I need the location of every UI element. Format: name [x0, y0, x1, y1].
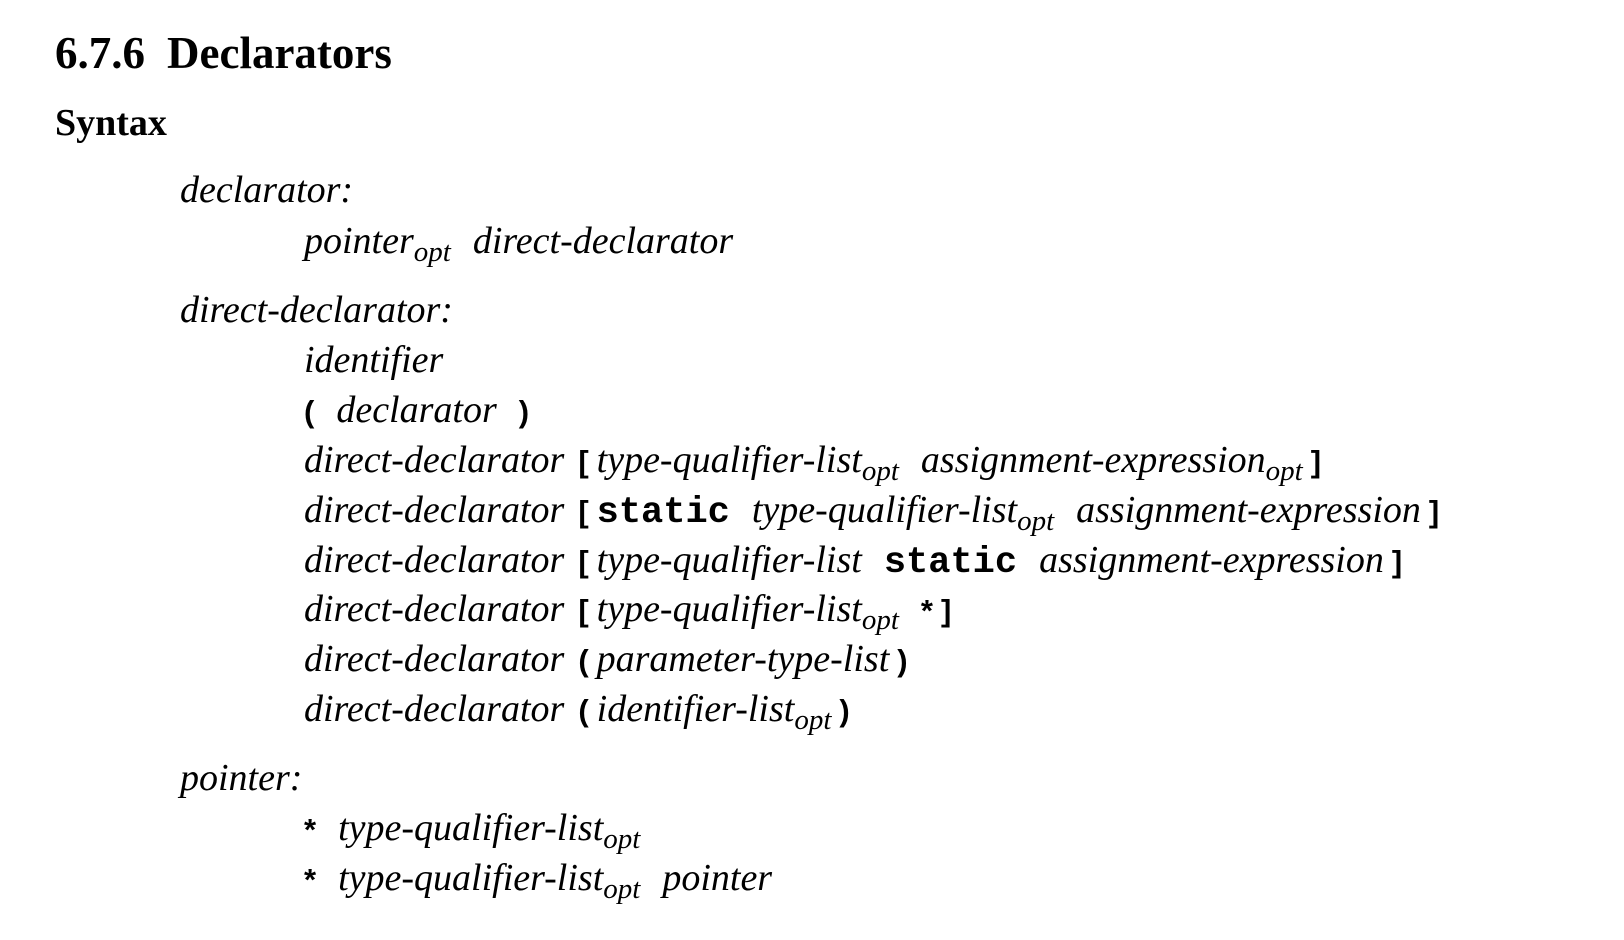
- opt-subscript: opt: [861, 455, 899, 487]
- term-pointer: pointer: [304, 220, 414, 262]
- rbracket: ]: [940, 593, 952, 628]
- rule-direct-declarator-5: [304, 537, 1402, 586]
- rule-pointer-2: [304, 855, 772, 903]
- lparen: (: [578, 643, 589, 678]
- lbracket: [: [578, 494, 589, 529]
- rule-direct-declarator-3: [304, 437, 1321, 485]
- lbracket: [: [578, 593, 589, 628]
- term-assignment-expression: assignment-expression: [1076, 489, 1421, 531]
- term-identifier: identifier: [304, 339, 444, 381]
- rule-declarator-1: [304, 218, 734, 268]
- opt-subscript: opt: [1265, 455, 1303, 487]
- lbracket: [: [578, 544, 589, 579]
- rparen: ): [518, 394, 530, 429]
- term-type-qualifier-list: type-qualifier-list: [338, 857, 604, 899]
- rparen: ): [897, 643, 908, 678]
- term-parameter-type-list: parameter-type-list: [596, 638, 890, 680]
- rbracket: ]: [1391, 544, 1403, 579]
- term-direct-declarator: direct-declarator: [304, 489, 565, 531]
- rule-direct-declarator-6: [304, 586, 951, 634]
- rbracket: ]: [1428, 494, 1440, 529]
- nonterminal-declarator: declarator:: [180, 169, 354, 211]
- term-direct-declarator: direct-declarator: [304, 588, 565, 630]
- section-number: 6.7.6: [55, 28, 145, 78]
- lparen: (: [304, 394, 315, 429]
- lbracket: [: [578, 444, 589, 479]
- syntax-subheading: Syntax: [55, 102, 167, 144]
- opt-subscript: opt: [861, 604, 899, 636]
- section-title: Declarators: [167, 28, 392, 78]
- opt-subscript: opt: [603, 823, 641, 855]
- rule-direct-declarator-7: [304, 636, 908, 684]
- term-identifier-list: identifier-list: [596, 688, 795, 730]
- opt-subscript: opt: [603, 873, 641, 905]
- nonterminal-direct-declarator: direct-declarator:: [180, 289, 453, 331]
- rule-direct-declarator-2: [304, 387, 529, 435]
- rparen: ): [839, 693, 850, 728]
- star: *: [920, 593, 933, 628]
- term-declarator: declarator: [336, 389, 497, 431]
- keyword-static: static: [883, 542, 1018, 584]
- term-direct-declarator: direct-declarator: [304, 439, 565, 481]
- rule-pointer-1: [304, 805, 640, 853]
- term-assignment-expression: assignment-expression: [1039, 539, 1384, 581]
- opt-subscript: opt: [794, 704, 832, 736]
- term-type-qualifier-list: type-qualifier-list: [596, 588, 862, 630]
- rule-direct-declarator-8: [304, 686, 850, 734]
- star: *: [304, 812, 317, 847]
- keyword-static: static: [596, 492, 730, 534]
- rule-direct-declarator-1: [304, 337, 443, 383]
- opt-subscript: opt: [1017, 505, 1055, 537]
- term-pointer: pointer: [662, 857, 773, 899]
- lparen: (: [578, 693, 589, 728]
- term-assignment-expression: assignment-expression: [920, 439, 1266, 481]
- star: *: [304, 862, 317, 897]
- term-direct-declarator: direct-declarator: [304, 638, 565, 680]
- section-heading: [55, 26, 392, 80]
- term-type-qualifier-list: type-qualifier-list: [751, 489, 1018, 531]
- rbracket: ]: [1310, 444, 1322, 479]
- nonterminal-pointer: pointer:: [180, 757, 303, 799]
- term-direct-declarator: direct-declarator: [304, 688, 565, 730]
- rule-direct-declarator-4: [304, 487, 1439, 536]
- term-type-qualifier-list: type-qualifier-list: [596, 439, 862, 481]
- term-type-qualifier-list: type-qualifier-list: [596, 539, 862, 581]
- opt-subscript: opt: [413, 236, 451, 268]
- term-type-qualifier-list: type-qualifier-list: [338, 807, 604, 849]
- term-direct-declarator: direct-declarator: [304, 539, 565, 581]
- term-direct-declarator: direct-declarator: [472, 220, 734, 262]
